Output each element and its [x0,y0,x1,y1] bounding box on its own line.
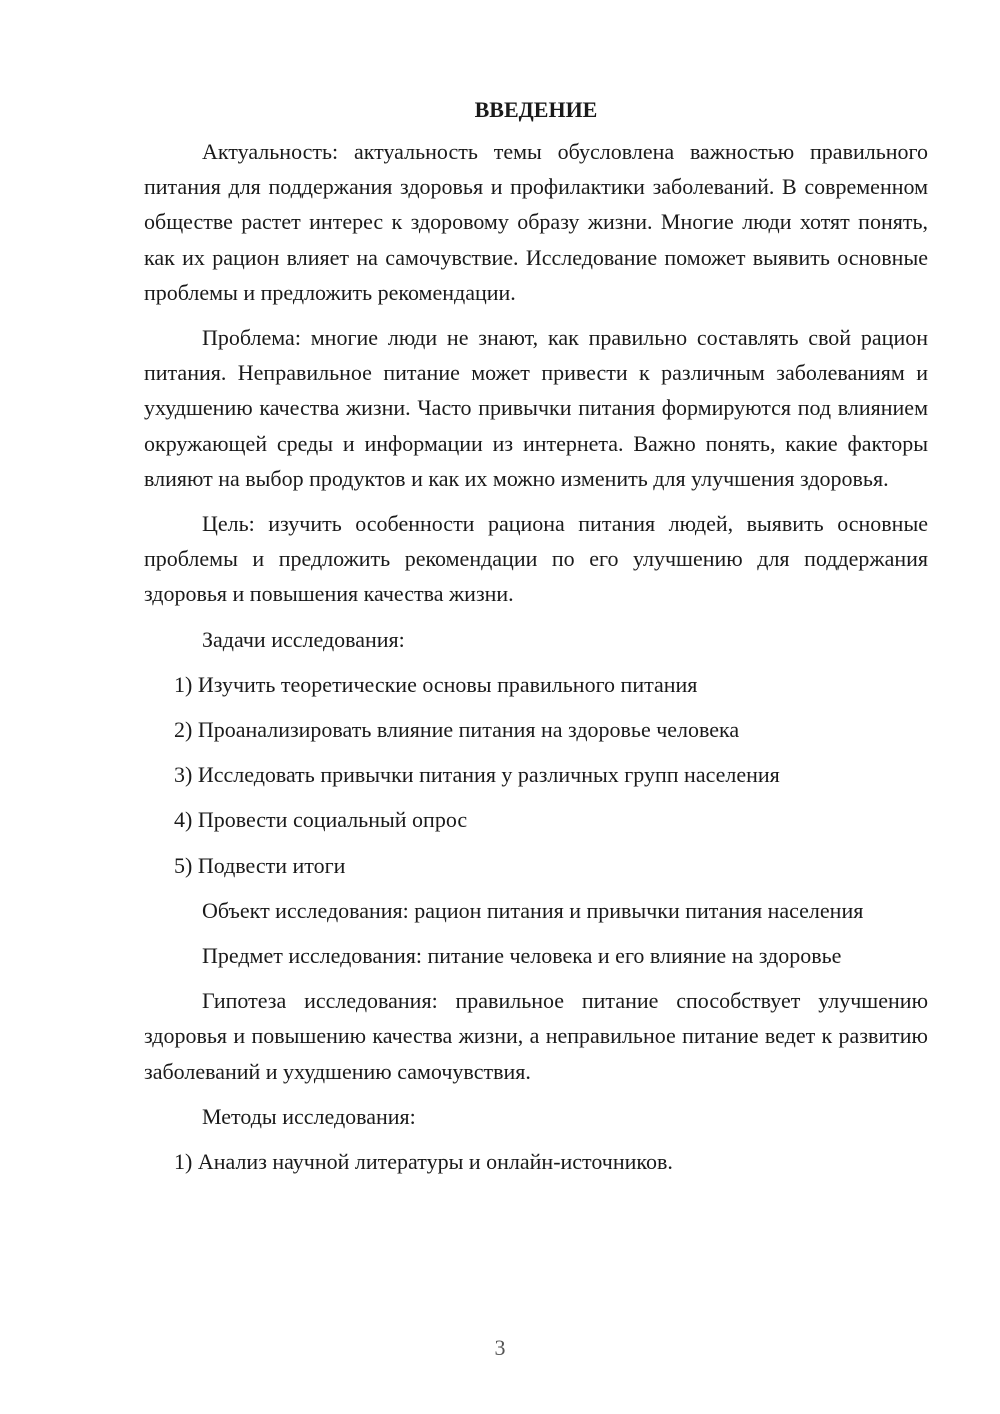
tasks-heading: Задачи исследования: [202,626,405,652]
list-item: 1) Изучить теоретические основы правильного питания [174,671,698,697]
hypothesis-paragraph: Гипотеза исследования: правильное питание способствует улучшению здоровья и повышению качества жизни, а неправильное питание ведет к развитию заболеваний и ухудшению самочувствия. [144,988,928,1084]
list-item: 2) Проанализировать влияние питания на здоровье человека [174,717,740,743]
document-body [144,92,928,1189]
goal-paragraph: Цель: изучить особенности рациона питания людей, выявить основные проблемы и предложить рекомендации по его улучшению для поддержания здоровья и повышения качества жизни. [144,511,928,607]
list-item: 1) Анализ научной литературы и онлайн-источников. [174,1149,673,1175]
list-item: 3) Исследовать привычки питания у различных групп населения [174,762,780,788]
list-item: 4) Провести социальный опрос [174,807,468,833]
relevance-paragraph: Актуальность: актуальность темы обусловлена важностью правильного питания для поддержания здоровья и профилактики заболеваний. В современном обществе растет интерес к здоровому образу жизни. Многие люди хотят понять, как их рацион влияет на самочувствие. Исследование поможет выявить основные проблемы и предложить рекомендации. [144,139,928,305]
section-title: ВВЕДЕНИЕ [474,97,598,122]
problem-paragraph: Проблема: многие люди не знают, как правильно составлять свой рацион питания. Неправильное питание может привести к различным заболеваниям и ухудшению качества жизни. Часто привычки питания формируются под влиянием окружающей среды и информации из интернета. Важно понять, какие факторы влияют на выбор продуктов и как их можно изменить для улучшения здоровья. [144,325,928,491]
tasks-list [144,667,928,883]
methods-heading: Методы исследования: [202,1103,416,1129]
object-paragraph: Объект исследования: рацион питания и привычки питания населения [202,897,864,923]
page-number: 3 [494,1335,506,1360]
list-item: 5) Подвести итоги [174,852,346,878]
subject-paragraph: Предмет исследования: питание человека и его влияние на здоровье [202,943,842,969]
methods-list [144,1144,928,1179]
